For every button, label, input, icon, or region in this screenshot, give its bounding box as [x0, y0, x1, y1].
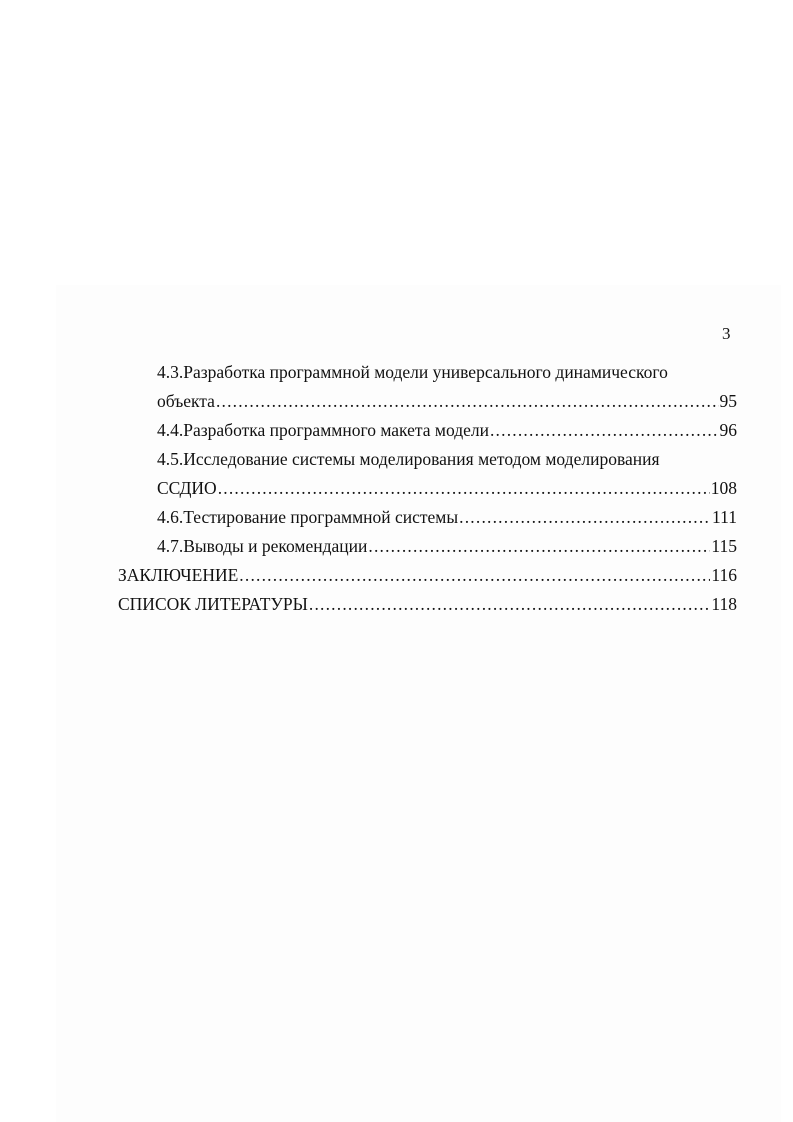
toc-entry-page: 111	[712, 507, 737, 527]
toc-entry-title: ССДИО	[157, 478, 217, 498]
toc-entry-title: 4.3.Разработка программной модели универсального динамического	[157, 362, 668, 382]
toc-entry-page: 108	[710, 478, 737, 498]
leader-dots	[216, 390, 719, 412]
toc-entry-title: СПИСОК ЛИТЕРАТУРЫ	[118, 594, 308, 614]
toc-entry-page: 96	[719, 420, 737, 440]
toc-entry-page: 118	[711, 594, 737, 614]
leader-dots	[368, 535, 710, 557]
toc-entry-title: 4.6.Тестирование программной системы	[157, 507, 459, 527]
toc-entry-page: 116	[711, 565, 737, 585]
toc-entry-4-5-cont[interactable]	[157, 477, 737, 499]
toc-entry-title: 4.4.Разработка программного макета модели	[157, 420, 489, 440]
toc-entry-4-5	[157, 448, 660, 470]
toc-entry-title: 4.7.Выводы и рекомендации	[157, 536, 368, 556]
toc-entry-4-3-cont[interactable]	[157, 390, 737, 412]
toc-entry-page: 115	[711, 536, 737, 556]
toc-entry-page: 95	[719, 391, 737, 411]
toc-entry-title: объекта	[157, 391, 215, 411]
toc-entry-title: 4.5.Исследование системы моделирования методом моделирования	[157, 449, 660, 469]
toc-entry-4-7[interactable]	[157, 535, 737, 557]
toc-entry-conclusion[interactable]	[118, 564, 737, 586]
leader-dots	[239, 564, 710, 586]
leader-dots	[309, 593, 711, 615]
page-number: 3	[722, 324, 731, 343]
toc-entry-4-6[interactable]	[157, 506, 737, 528]
toc-entry-title: ЗАКЛЮЧЕНИЕ	[118, 565, 239, 585]
leader-dots	[218, 477, 710, 499]
toc-entry-4-3	[157, 361, 668, 383]
toc-entry-references[interactable]	[118, 593, 737, 615]
leader-dots	[459, 506, 711, 528]
toc-entry-4-4[interactable]	[157, 419, 737, 441]
leader-dots	[490, 419, 719, 441]
